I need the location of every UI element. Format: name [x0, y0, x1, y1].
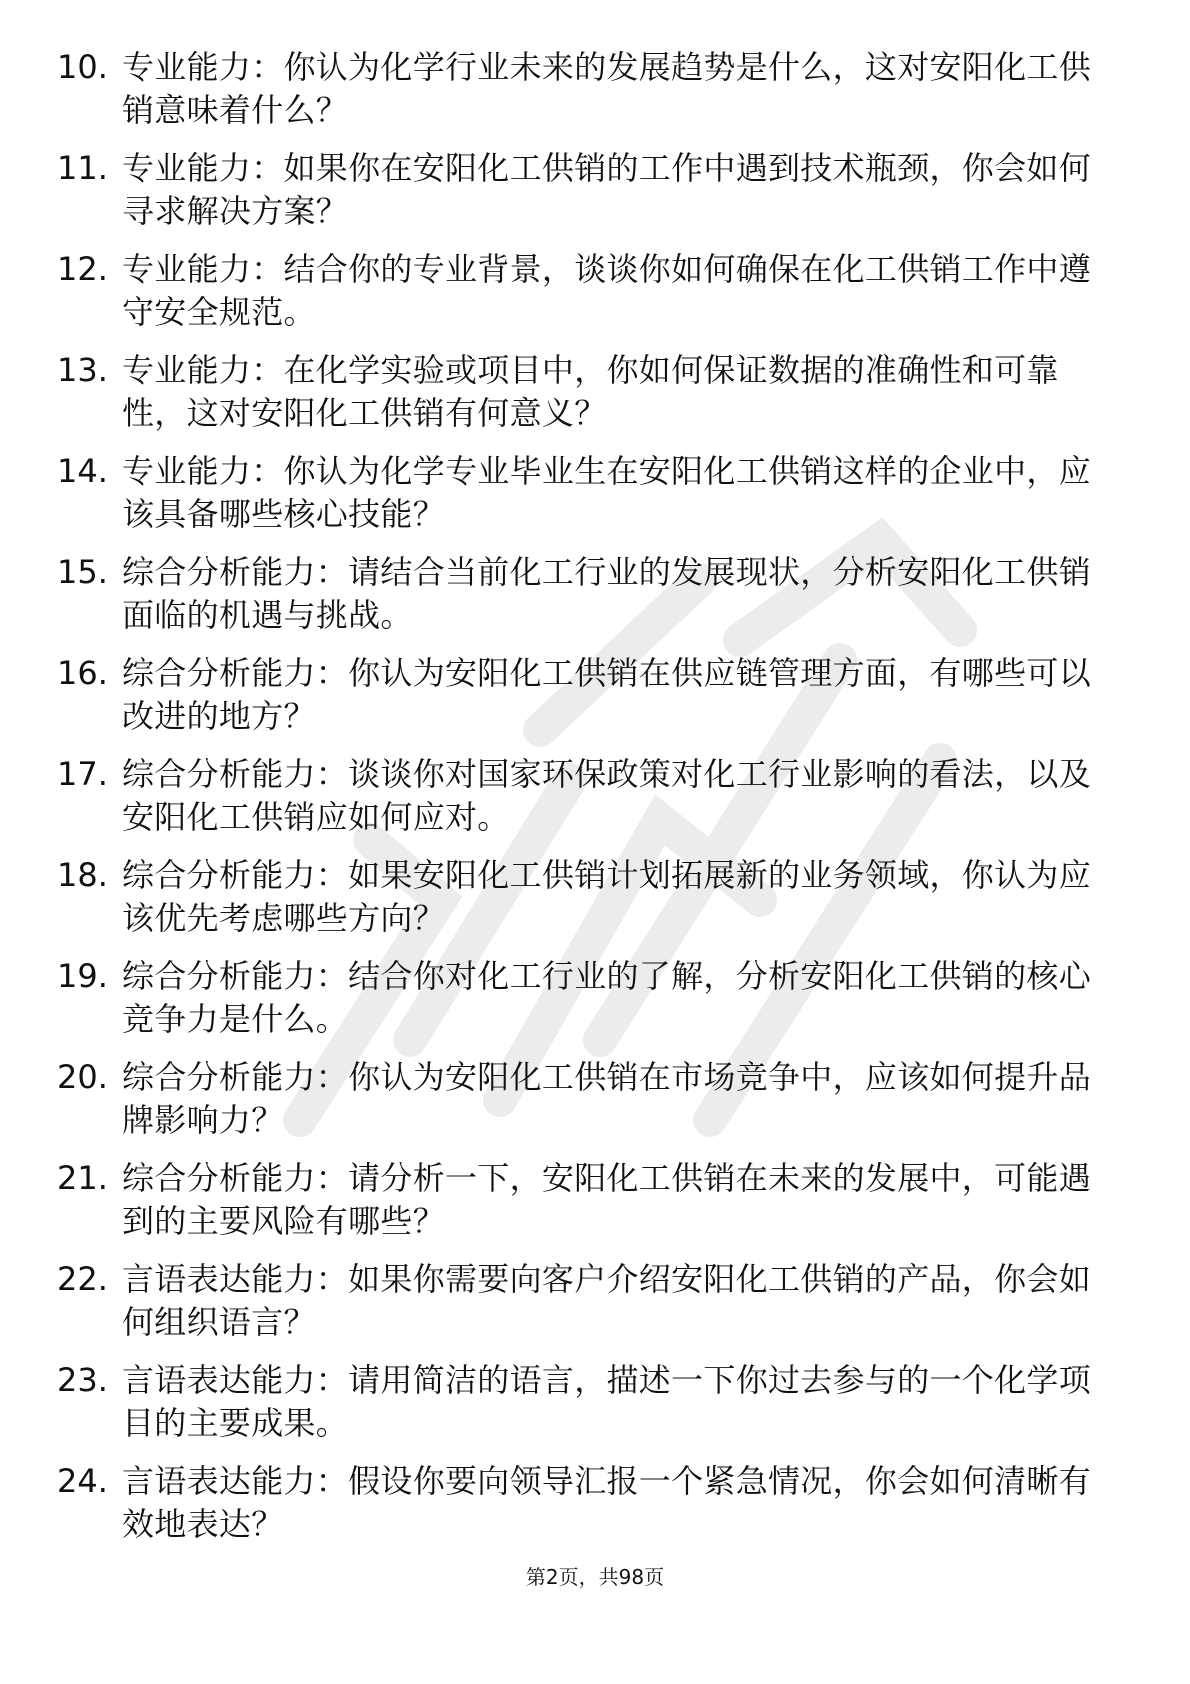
- question-text: 综合分析能力：你认为安阳化工供销在市场竞争中，应该如何提升品牌影响力？: [122, 1058, 1092, 1139]
- question-item: [0, 1258, 1190, 1359]
- question-number: 14.: [57, 452, 108, 490]
- question-number: 11.: [57, 149, 108, 187]
- question-text: 综合分析能力：你认为安阳化工供销在供应链管理方面，有哪些可以改进的地方？: [122, 654, 1092, 735]
- question-item: [0, 1359, 1190, 1460]
- question-number: 16.: [57, 654, 108, 692]
- question-item: [0, 551, 1190, 652]
- question-item: [0, 1056, 1190, 1157]
- question-item: [0, 349, 1190, 450]
- question-text: 专业能力：如果你在安阳化工供销的工作中遇到技术瓶颈，你会如何寻求解决方案？: [122, 149, 1092, 230]
- question-item: [0, 955, 1190, 1056]
- question-number: 20.: [57, 1058, 108, 1096]
- question-text: 专业能力：在化学实验或项目中，你如何保证数据的准确性和可靠性，这对安阳化工供销有何意义？: [122, 351, 1059, 432]
- question-text: 专业能力：你认为化学专业毕业生在安阳化工供销这样的企业中，应该具备哪些核心技能？: [122, 452, 1092, 533]
- question-number: 22.: [57, 1260, 108, 1298]
- question-text: 言语表达能力：请用简洁的语言，描述一下你过去参与的一个化学项目的主要成果。: [122, 1361, 1092, 1442]
- question-number: 23.: [57, 1361, 108, 1399]
- question-text: 言语表达能力：如果你需要向客户介绍安阳化工供销的产品，你会如何组织语言？: [122, 1260, 1092, 1341]
- question-number: 18.: [57, 856, 108, 894]
- question-item: [0, 1460, 1190, 1561]
- question-list: [0, 46, 1190, 1561]
- question-item: [0, 854, 1190, 955]
- question-text: 专业能力：你认为化学行业未来的发展趋势是什么，这对安阳化工供销意味着什么？: [122, 48, 1092, 129]
- question-number: 12.: [57, 250, 108, 288]
- question-text: 综合分析能力：谈谈你对国家环保政策对化工行业影响的看法，以及安阳化工供销应如何应对。: [122, 755, 1092, 836]
- question-text: 综合分析能力：结合你对化工行业的了解，分析安阳化工供销的核心竞争力是什么。: [122, 957, 1092, 1038]
- question-text: 综合分析能力：请分析一下，安阳化工供销在未来的发展中，可能遇到的主要风险有哪些？: [122, 1159, 1092, 1240]
- question-number: 15.: [57, 553, 108, 591]
- question-item: [0, 248, 1190, 349]
- question-text: 专业能力：结合你的专业背景，谈谈你如何确保在化工供销工作中遵守安全规范。: [122, 250, 1092, 331]
- question-item: [0, 652, 1190, 753]
- question-item: [0, 46, 1190, 147]
- question-number: 13.: [57, 351, 108, 389]
- question-item: [0, 450, 1190, 551]
- question-number: 10.: [57, 48, 108, 86]
- question-item: [0, 1157, 1190, 1258]
- question-item: [0, 147, 1190, 248]
- question-number: 24.: [57, 1462, 108, 1500]
- question-text: 综合分析能力：如果安阳化工供销计划拓展新的业务领域，你认为应该优先考虑哪些方向？: [122, 856, 1092, 937]
- question-item: [0, 753, 1190, 854]
- question-text: 综合分析能力：请结合当前化工行业的发展现状，分析安阳化工供销面临的机遇与挑战。: [122, 553, 1092, 634]
- question-number: 21.: [57, 1159, 108, 1197]
- question-number: 19.: [57, 957, 108, 995]
- page-footer: 第2页，共98页: [525, 1565, 665, 1589]
- question-text: 言语表达能力：假设你要向领导汇报一个紧急情况，你会如何清晰有效地表达？: [122, 1462, 1092, 1543]
- question-number: 17.: [57, 755, 108, 793]
